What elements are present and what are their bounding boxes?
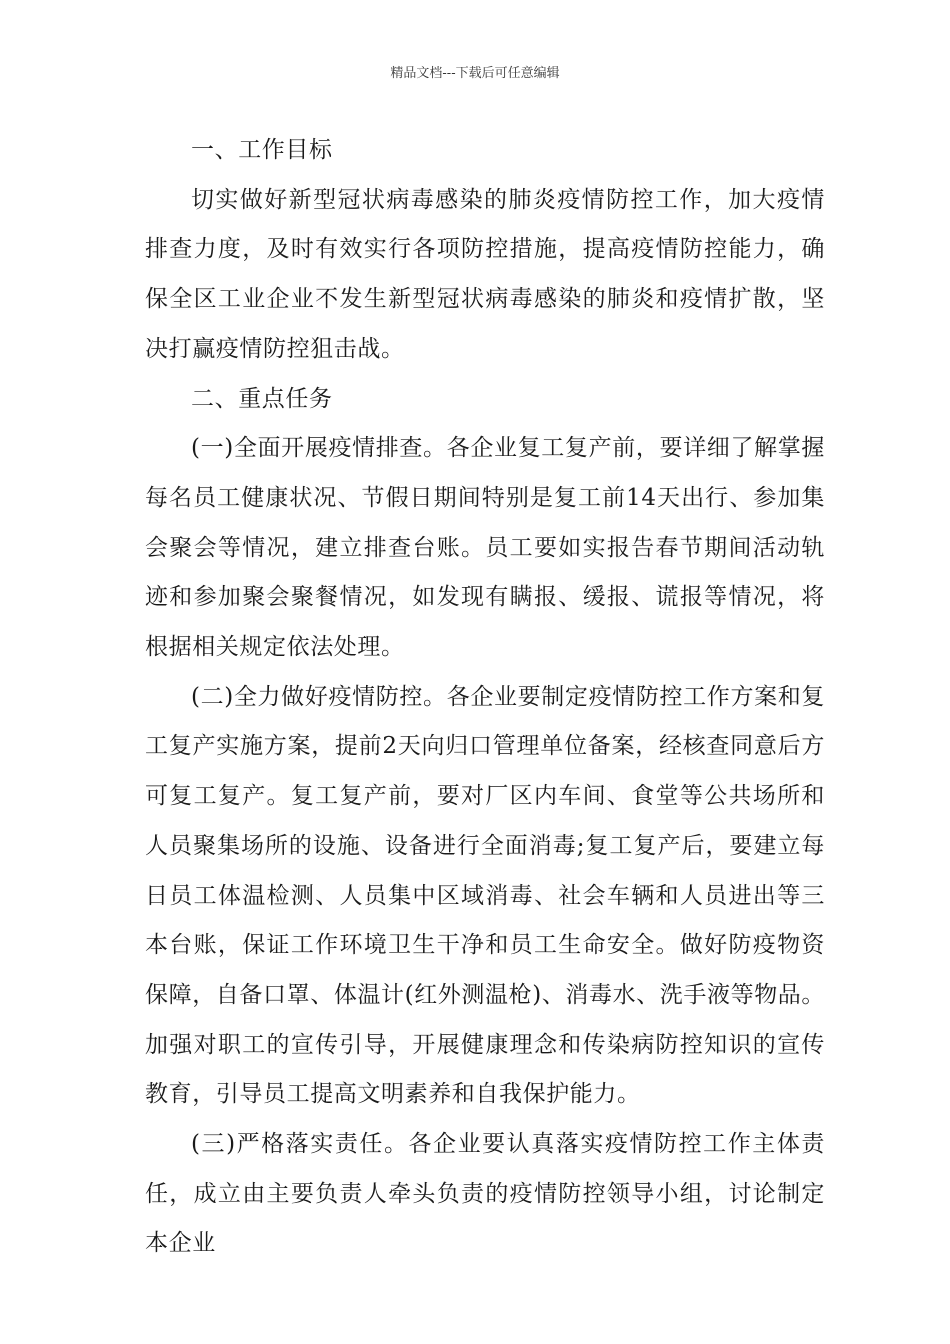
paragraph-goals: 切实做好新型冠状病毒感染的肺炎疫情防控工作，加大疫情排查力度，及时有效实行各项防控措施，提高疫情防控能力，确保全区工业企业不发生新型冠状病毒感染的肺炎和疫情扩散，坚决打赢疫情防控狙击战。	[145, 186, 825, 362]
document-body	[145, 126, 825, 1269]
paragraph-task-3: (三)严格落实责任。各企业要认真落实疫情防控工作主体责任，成立由主要负责人牵头负责的疫情防控领导小组，讨论制定本企业	[145, 1131, 825, 1257]
paragraph-task-2: (二)全力做好疫情防控。各企业要制定疫情防控工作方案和复工复产实施方案，提前2天向归口管理单位备案，经核查同意后方可复工复产。复工复产前，要对厂区内车间、食堂等公共场所和人员聚集场所的设施、设备进行全面消毒;复工复产后，要建立每日员工体温检测、人员集中区域消毒、社会车辆和人员进出等三本台账，保证工作环境卫生干净和员工生命安全。做好防疫物资保障，自备口罩、体温计(红外测温枪)、消毒水、洗手液等物品。加强对职工的宣传引导，开展健康理念和传染病防控知识的宣传教育，引导员工提高文明素养和自我保护能力。	[145, 683, 825, 1108]
section-heading-goals: 一、工作目标	[191, 137, 333, 163]
section-heading-tasks: 二、重点任务	[191, 385, 333, 412]
paragraph-task-1: (一)全面开展疫情排查。各企业复工复产前，要详细了解掌握每名员工健康状况、节假日期间特别是复工前14天出行、参加集会聚会等情况，建立排查台账。员工要如实报告春节期间活动轨迹和参加聚会聚餐情况，如发现有瞒报、缓报、谎报等情况，将根据相关规定依法处理。	[145, 435, 825, 661]
page-header: 精品文档---下载后可任意编辑	[390, 66, 560, 81]
